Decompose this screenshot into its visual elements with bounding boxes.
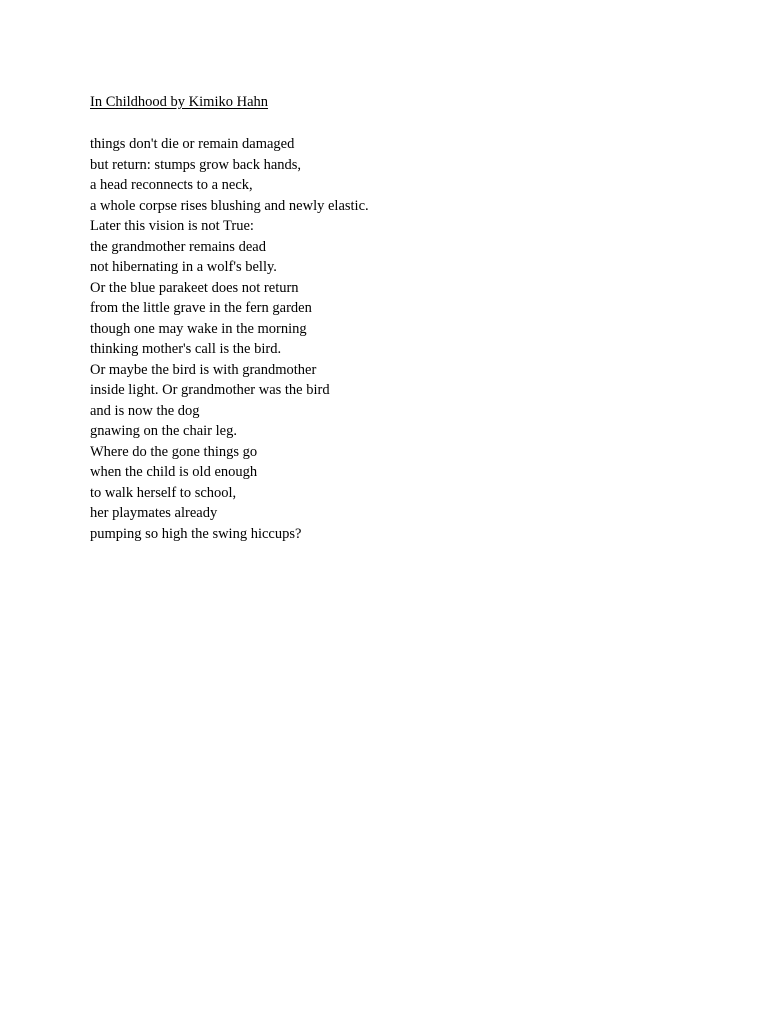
- poem-line: Where do the gone things go: [90, 443, 258, 460]
- poem-line: gnawing on the chair leg.: [90, 423, 237, 439]
- poem-body: [90, 134, 369, 544]
- poem-line: inside light. Or grandmother was the bird: [90, 382, 330, 398]
- poem-line: Or maybe the bird is with grandmother: [90, 361, 317, 378]
- poem-line: a whole corpse rises blushing and newly elastic.: [90, 197, 369, 214]
- poem-line: things don't die or remain damaged: [90, 136, 295, 152]
- poem-title: In Childhood by Kimiko Hahn: [90, 94, 269, 110]
- poem-line: and is now the dog: [90, 402, 200, 419]
- poem-line: Or the blue parakeet does not return: [90, 279, 299, 296]
- poem-line: when the child is old enough: [90, 464, 258, 480]
- poem-line: to walk herself to school,: [90, 484, 237, 501]
- poem-line: not hibernating in a wolf's belly.: [90, 259, 277, 275]
- poem-line: though one may wake in the morning: [90, 320, 307, 337]
- poem-line: thinking mother's call is the bird.: [90, 341, 282, 357]
- poem-line: but return: stumps grow back hands,: [90, 156, 302, 173]
- poem-line: Later this vision is not True:: [90, 218, 254, 234]
- poem-line: pumping so high the swing hiccups?: [90, 525, 302, 542]
- poem-line: her playmates already: [90, 505, 218, 521]
- poem-line: the grandmother remains dead: [90, 238, 266, 255]
- poem-line: a head reconnects to a neck,: [90, 177, 253, 193]
- poem-line: from the little grave in the fern garden: [90, 300, 312, 316]
